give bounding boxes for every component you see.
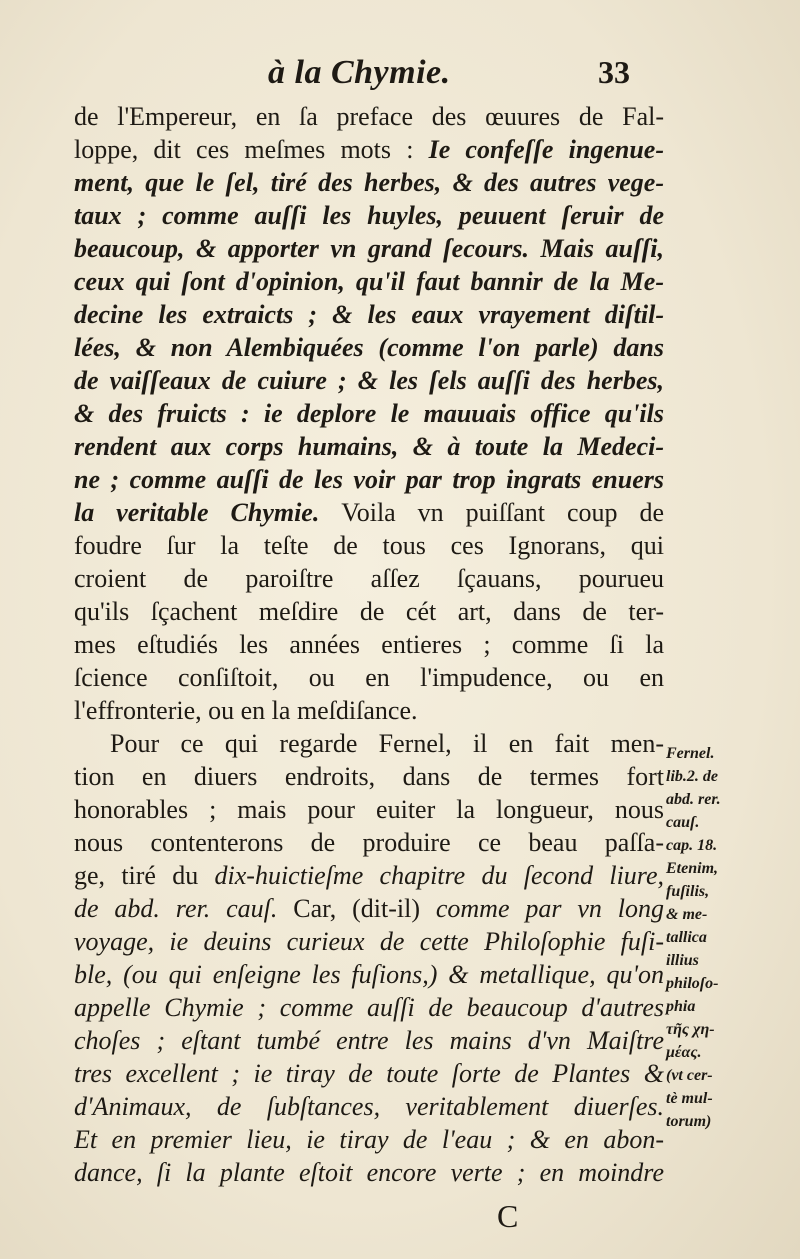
- text-segment: Voila vn puiſſant coup de: [341, 498, 664, 527]
- text-segment: de abd. rer. cauſ.: [74, 894, 294, 923]
- signature-mark: C: [497, 1198, 519, 1234]
- text-segment: qu'ils ſçachent meſdire de cét art, dans de ter-: [74, 597, 664, 626]
- text-segment: mes eſtudiés les années entieres ; comme ſi la: [74, 630, 664, 659]
- text-segment: l'effronterie, ou en la meſdiſance.: [74, 696, 418, 725]
- text-line: [74, 166, 664, 199]
- text-line: [74, 661, 664, 694]
- text-segment: ceux qui ſont d'opinion, qu'il faut bannir de la Me-: [74, 267, 664, 296]
- text-line: [74, 595, 664, 628]
- text-line: [74, 430, 664, 463]
- text-line: [74, 463, 664, 496]
- text-segment: Ie confeſſe ingenue-: [428, 135, 664, 164]
- text-line: [74, 826, 664, 859]
- text-segment: ne ; comme auſſi de les voir par trop ingrats enuers: [74, 465, 664, 494]
- margin-note-line: abd. rer.: [666, 791, 721, 808]
- margin-note-line: cap. 18.: [666, 837, 718, 854]
- text-segment: beaucoup, & apporter vn grand ſecours. Mais auſſi,: [74, 234, 664, 263]
- text-line: [74, 199, 664, 232]
- margin-note-line: lib.2. de: [666, 768, 718, 785]
- text-line: [74, 859, 664, 892]
- text-segment: taux ; comme auſſi les huyles, peuuent ſeruir de: [74, 201, 664, 230]
- text-segment: & des fruicts : ie deplore le mauuais office qu'ils: [74, 399, 664, 428]
- text-line: [74, 628, 664, 661]
- text-line: [74, 727, 664, 760]
- text-line: [74, 364, 664, 397]
- margin-note-line: (vt cer-: [666, 1067, 713, 1084]
- text-segment: loppe, dit ces meſmes mots :: [74, 135, 429, 164]
- text-segment: ment, que le ſel, tiré des herbes, & des autres vege-: [74, 168, 664, 197]
- text-segment: voyage, ie deuins curieux de cette Philoſophie fuſi-: [74, 927, 664, 956]
- text-line: [74, 562, 664, 595]
- margin-note-line: tè mul-: [666, 1090, 713, 1107]
- text-segment: de l'Empereur, en ſa preface des œuures de Fal-: [74, 102, 664, 131]
- text-line: [74, 496, 664, 529]
- running-title: à la Chymie.: [268, 54, 451, 91]
- text-segment: tres excellent ; ie tiray de toute ſorte de Plantes &: [74, 1059, 664, 1088]
- text-segment: foudre ſur la teſte de tous ces Ignorans, qui: [74, 531, 664, 560]
- text-line: [74, 925, 664, 958]
- text-segment: croient de paroiſtre aſſez ſçauans, pourueu: [74, 564, 664, 593]
- margin-note: [666, 742, 794, 1133]
- page-header: [0, 48, 800, 98]
- text-line: [74, 1024, 664, 1057]
- text-line: [74, 331, 664, 364]
- text-segment: appelle Chymie ; comme auſſi de beaucoup d'autres: [74, 993, 664, 1022]
- page-number: 33: [598, 54, 630, 90]
- text-segment: honorables ; mais pour euiter la longueur, nous: [74, 795, 664, 824]
- margin-note-line: & me-: [666, 906, 708, 923]
- text-line: [74, 1156, 664, 1189]
- text-segment: lées, & non Alembiquées (comme l'on parle) dans: [74, 333, 664, 362]
- margin-note-line: Fernel.: [666, 745, 715, 762]
- text-segment: dance, ſi la plante eſtoit encore verte ; en moindre: [74, 1158, 664, 1187]
- text-segment: choſes ; eſtant tumbé entre les mains d'vn Maiſtre: [74, 1026, 664, 1055]
- margin-note-line: cauſ.: [666, 814, 700, 831]
- margin-note-line: fuſilis,: [666, 883, 710, 900]
- text-line: [74, 991, 664, 1024]
- text-segment: d'Animaux, de ſubſtances, veritablement diuerſes.: [74, 1092, 664, 1121]
- text-line: [74, 958, 664, 991]
- text-line: [74, 529, 664, 562]
- text-segment: tion en diuers endroits, dans de termes fort: [74, 762, 664, 791]
- text-line: [74, 298, 664, 331]
- margin-note-line: philoſo-: [666, 975, 719, 992]
- text-line: [74, 265, 664, 298]
- text-line: [74, 1090, 664, 1123]
- text-segment: nous contenterons de produire ce beau paſſa-: [74, 828, 664, 857]
- text-line: [74, 397, 664, 430]
- text-segment: comme par vn long: [435, 894, 664, 923]
- text-line: [74, 1057, 664, 1090]
- text-line: [74, 133, 664, 166]
- text-line: [74, 1123, 664, 1156]
- margin-note-line: torum): [666, 1113, 712, 1130]
- text-segment: dix-huictieſme chapitre du ſecond liure,: [214, 861, 664, 890]
- text-segment: Et en premier lieu, ie tiray de l'eau ; & en abon-: [74, 1125, 664, 1154]
- text-line: [74, 793, 664, 826]
- text-segment: Car, (dit-il): [293, 894, 436, 923]
- text-segment: decine les extraicts ; & les eaux vrayement diſtil-: [74, 300, 664, 329]
- text-segment: ble, (ou qui enſeigne les fuſions,) & metallique, qu'on: [74, 960, 664, 989]
- margin-note-line: μέας.: [666, 1044, 702, 1061]
- text-segment: ſcience conſiſtoit, ou en l'impudence, ou en: [74, 663, 664, 692]
- margin-note-line: tallica: [666, 929, 707, 946]
- text-line: [74, 760, 664, 793]
- text-segment: de vaiſſeaux de cuiure ; & les ſels auſſi des herbes,: [74, 366, 664, 395]
- text-line: [74, 100, 664, 133]
- text-line: [74, 892, 664, 925]
- text-line: [74, 232, 664, 265]
- margin-note-line: phia: [666, 998, 696, 1015]
- text-segment: la veritable Chymie.: [74, 498, 342, 527]
- text-segment: Pour ce qui regarde Fernel, il en fait men-: [110, 729, 664, 758]
- text-line: [74, 694, 664, 727]
- text-segment: ge, tiré du: [74, 861, 215, 890]
- main-text-block: [74, 100, 664, 1189]
- margin-note-line: illius: [666, 952, 699, 969]
- text-segment: rendent aux corps humains, & à toute la Medeci-: [74, 432, 664, 461]
- margin-note-line: τῆς χη-: [666, 1021, 715, 1038]
- margin-note-line: Etenim,: [666, 860, 719, 877]
